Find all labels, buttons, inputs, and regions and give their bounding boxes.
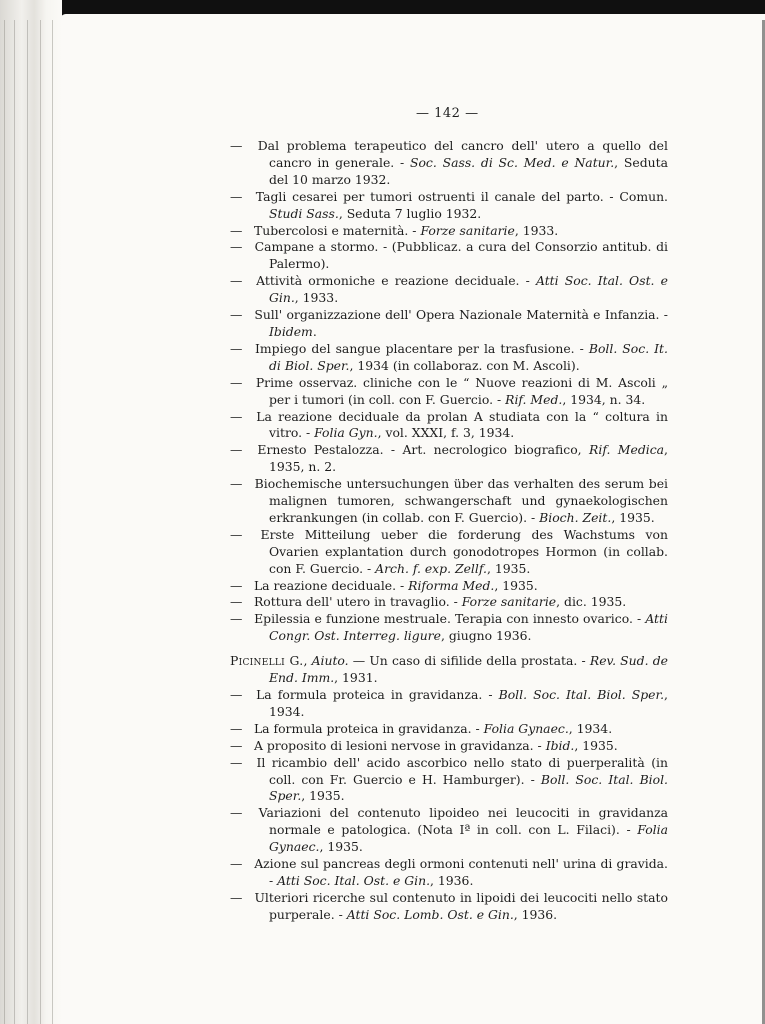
- entry-tail: , Seduta del 10 marzo 1932.: [269, 154, 668, 187]
- entry-text: Ernesto Pestalozza. - Art. necrologico biografico,: [257, 442, 582, 458]
- entry-dash: —: [230, 594, 243, 610]
- author-role: Aiuto.: [311, 653, 349, 669]
- entry-text: Epilessia e funzione mestruale. Terapia con innesto ovarico. -: [254, 611, 642, 627]
- entry-tail: , 1935, n. 2.: [269, 442, 668, 475]
- entry-source: Boll. Soc. It. di Biol. Sper.: [269, 340, 668, 373]
- entry-tail: , 1936.: [430, 872, 474, 888]
- entry-text: Azione sul pancreas degli ormoni contenuti nell' urina di gravida. -: [254, 856, 668, 888]
- entry-tail: , dic. 1935.: [556, 594, 627, 610]
- entry-source: Folia Gynaec.: [483, 720, 569, 736]
- entry-text: Attività ormoniche e reazione deciduale. -: [256, 273, 530, 289]
- entry-source: Studi Sass.: [269, 205, 339, 221]
- entry-dash: —: [230, 442, 243, 458]
- bibliography-entry: [230, 375, 668, 409]
- entry-dash: —: [230, 408, 243, 424]
- entry-text: La reazione deciduale. -: [253, 577, 405, 593]
- bibliography-entry: [230, 442, 668, 476]
- entry-dash: —: [230, 754, 243, 770]
- entry-source: Forze sanitarie: [420, 222, 515, 238]
- entry-text: A proposito di lesioni nervose in gravidanza. -: [253, 737, 542, 753]
- entry-dash: —: [230, 720, 243, 736]
- entry-tail: , 1935.: [611, 509, 655, 525]
- bibliography-entry: [230, 856, 668, 890]
- entry-dash: —: [230, 687, 243, 702]
- bibliography-entry: [230, 307, 668, 341]
- entry-source: Arch. f. exp. Zellf.: [375, 560, 487, 576]
- entry-source: Soc. Sass. di Sc. Med. e Natur.: [409, 154, 615, 170]
- entry-tail: , 1935.: [574, 737, 618, 753]
- entry-dash: —: [230, 273, 243, 289]
- entry-source: Atti Congr. Ost. Interreg. ligure: [269, 611, 668, 644]
- author-entry: Picinelli G., Aiuto. — Un caso di sifilide della prostata. - Rev. Sud. de End. Imm., 1931.: [230, 653, 668, 686]
- bibliography-entry: [230, 239, 668, 273]
- author-name: Picinelli G.: [230, 653, 304, 669]
- bibliography-entry: [230, 890, 668, 924]
- entry-dash: —: [230, 856, 243, 872]
- entry-dash: —: [230, 526, 243, 542]
- entry-dash: —: [230, 476, 243, 492]
- entry-source: Atti Soc. Lomb. Ost. e Gin.: [346, 906, 514, 922]
- entry-tail: , 1935.: [494, 577, 538, 593]
- entry-text: Prime osservaz. cliniche con le “ Nuove reazioni di M. Ascoli „ per i tumori (in coll. con F. Guercio. -: [255, 374, 668, 407]
- entry-tail: , 1934.: [269, 687, 668, 719]
- entry-text: Biochemische untersuchungen über das verhalten des serum bei malignen tumoren, schwangerschaft und gynaekologischen erkrankungen (in collab. con F. Guercio). -: [254, 476, 668, 525]
- bibliography-entry: [230, 273, 668, 307]
- entry-source: Rif. Medica: [589, 442, 665, 458]
- entry-text: La formula proteica in gravidanza. -: [253, 720, 480, 736]
- entry-tail: , 1934 (in collaboraz. con M. Ascoli).: [349, 357, 580, 373]
- entry-source: Riforma Med.: [408, 577, 495, 593]
- bibliography-entry: [230, 476, 668, 527]
- bibliography-entry: [230, 409, 668, 443]
- entry-source: Forze sanitarie: [461, 594, 557, 610]
- entry-source: Bioch. Zeit.: [539, 509, 612, 525]
- entry-text: Erste Mitteilung ueber die forderung des Wachstums von Ovarien explantation durch gonodotropes Hormon (in collab. con F. Guercio. -: [260, 526, 668, 576]
- bibliography-entry: [230, 189, 668, 223]
- entry-dash: —: [230, 239, 243, 255]
- entry-dash: —: [230, 222, 243, 238]
- entry-tail: , 1935.: [486, 560, 531, 576]
- entry-dash: —: [230, 188, 243, 204]
- bibliography-entry: [230, 341, 668, 375]
- entry-text: Tagli cesarei per tumori ostruenti il canale del parto. - Comun.: [255, 188, 668, 204]
- entry-dash: —: [230, 889, 243, 905]
- entry-dash: —: [230, 805, 243, 821]
- bibliography-entry: [230, 527, 668, 578]
- entry-dash: —: [230, 340, 243, 356]
- entry-source: Folia Gynaec.: [269, 822, 668, 855]
- entry-tail: , 1933.: [294, 290, 339, 306]
- entry-source: Rev. Sud. de End. Imm.: [269, 653, 668, 686]
- entry-tail: , 1935.: [301, 788, 345, 804]
- bibliography-entry: [230, 721, 668, 738]
- entry-tail: , 1933.: [514, 222, 559, 238]
- entry-source: Atti Soc. Ital. Ost. e Gin.: [269, 273, 668, 306]
- entry-source: Folia Gyn.: [314, 425, 378, 441]
- entry-source: Rif. Med.: [505, 391, 563, 407]
- entry-source: Ibid.: [545, 737, 575, 753]
- bibliography-entry: [230, 755, 668, 806]
- entry-text: Il ricambio dell' acido ascorbico nello stato di puerperalità (in coll. con Fr. Guercio e H. Hamburger). -: [256, 754, 668, 787]
- entry-text: Variazioni del contenuto lipoideo nei leucociti in gravidanza normale e patologica. (Nota Iª in coll. con L. Filaci). -: [258, 805, 668, 838]
- entry-text: — Un caso di sifilide della prostata. -: [352, 653, 586, 669]
- entry-text: Campane a stormo. - (Pubblicaz. a cura del Consorzio antitub. di Palermo).: [254, 239, 668, 272]
- entry-dash: —: [230, 374, 243, 390]
- entry-text: La formula proteica in gravidanza. -: [256, 687, 493, 702]
- bibliography-entry: [230, 223, 668, 240]
- entry-text: La reazione deciduale da prolan A studiata con la “ coltura in vitro. -: [256, 408, 668, 441]
- entry-tail: , 1935.: [319, 839, 363, 855]
- entry-dash: —: [230, 737, 243, 753]
- entry-tail: , 1931.: [334, 670, 378, 686]
- entry-text: Tubercolosi e maternità. -: [253, 222, 417, 238]
- bibliography-entry: [230, 687, 668, 721]
- entry-text: Sull' organizzazione dell' Opera Nazionale Maternità e Infanzia. -: [254, 307, 668, 323]
- entry-dash: —: [230, 577, 243, 593]
- entry-tail: , 1934.: [568, 720, 613, 736]
- entry-tail: , 1934, n. 34.: [562, 391, 646, 407]
- bibliography-entry: [230, 611, 668, 645]
- entry-tail: , 1936.: [513, 906, 558, 922]
- bibliography-entry: [230, 805, 668, 856]
- bibliography-list: [230, 138, 668, 924]
- entry-source: Atti Soc. Ital. Ost. e Gin.: [277, 872, 431, 888]
- bibliography-entry: [230, 738, 668, 755]
- entry-text: Rottura dell' utero in travaglio. -: [253, 594, 458, 610]
- entry-dash: —: [230, 611, 243, 627]
- entry-tail: .: [312, 323, 317, 339]
- entry-tail: , giugno 1936.: [440, 628, 532, 644]
- entry-source: Boll. Soc. Ital. Biol. Sper.: [269, 771, 668, 804]
- entry-dash: —: [230, 307, 243, 323]
- entry-dash: —: [230, 138, 243, 153]
- entry-text: Ulteriori ricerche sul contenuto in lipoidi dei leucociti nello stato purperale. -: [254, 889, 668, 922]
- bibliography-entry: [230, 594, 668, 611]
- entry-tail: , vol. XXXI, f. 3, 1934.: [377, 425, 515, 441]
- entry-source: Ibidem: [269, 323, 313, 339]
- bibliography-entry: [230, 138, 668, 189]
- entry-text: Dal problema terapeutico del cancro dell' utero a quello del cancro in generale. -: [257, 138, 668, 170]
- entry-text: Impiego del sangue placentare per la trasfusione. -: [255, 340, 584, 356]
- entry-tail: , Seduta 7 luglio 1932.: [338, 205, 482, 221]
- bibliography-entry: [230, 578, 668, 595]
- entry-source: Boll. Soc. Ital. Biol. Sper.: [498, 687, 665, 702]
- page-number: — 142 —: [416, 106, 479, 121]
